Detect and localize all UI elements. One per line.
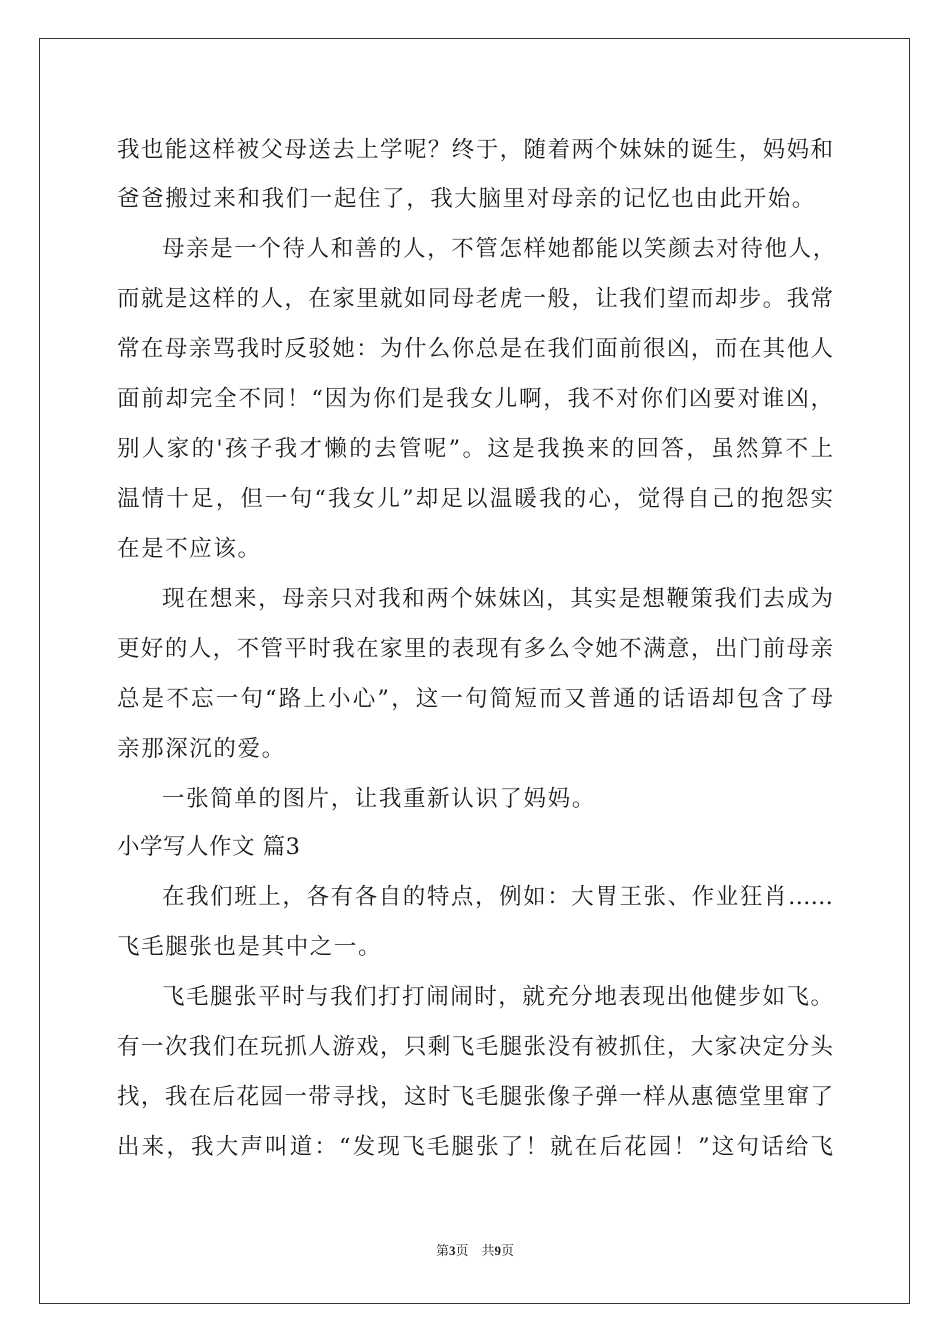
text-line-20: 找，我在后花园一带寻找，这时飞毛腿张像子弹一样从惠德堂里窜了 [117, 1084, 833, 1110]
text-line-14: 一张简单的图片，让我重新认识了妈妈。 [162, 786, 596, 812]
text-line-10: 现在想来，母亲只对我和两个妹妹凶，其实是想鞭策我们去成为 [162, 586, 833, 612]
footer-middle: 页 共 [455, 1244, 495, 1259]
text-line-8: 温情十足，但一句“我女儿”却足以温暖我的心，觉得自己的抱怨实 [117, 486, 833, 512]
text-line-16: 在我们班上，各有各自的特点，例如：大胃王张、作业狂肖…… [162, 884, 833, 910]
text-line-5: 常在母亲骂我时反驳她：为什么你总是在我们面前很凶，而在其他人 [117, 336, 833, 362]
text-line-6: 面前却完全不同！“因为你们是我女儿啊，我不对你们凶要对谁凶， [117, 386, 833, 412]
section-heading: 小学写人作文 篇3 [117, 834, 301, 860]
footer-suffix: 页 [501, 1244, 515, 1259]
text-line-11: 更好的人，不管平时我在家里的表现有多么令她不满意，出门前母亲 [117, 636, 833, 662]
text-line-17: 飞毛腿张也是其中之一。 [117, 934, 383, 960]
page-footer [0, 1242, 950, 1261]
text-line-2: 爸爸搬过来和我们一起住了，我大脑里对母亲的记忆也由此开始。 [117, 186, 816, 212]
text-line-7: 别人家的'孩子我才懒的去管呢”。这是我换来的回答，虽然算不上 [117, 436, 833, 462]
text-line-13: 亲那深沉的爱。 [117, 736, 286, 762]
text-line-19: 有一次我们在玩抓人游戏，只剩飞毛腿张没有被抓住，大家决定分头 [117, 1034, 833, 1060]
total-page-number: 9 [494, 1243, 501, 1258]
current-page-number: 3 [448, 1243, 456, 1258]
text-line-4: 而就是这样的人，在家里就如同母老虎一般，让我们望而却步。我常 [117, 286, 833, 312]
footer-prefix: 第 [435, 1244, 449, 1259]
text-line-18: 飞毛腿张平时与我们打打闹闹时，就充分地表现出他健步如飞。 [162, 984, 833, 1010]
page-border [39, 38, 910, 1304]
text-line-21: 出来，我大声叫道：“发现飞毛腿张了！就在后花园！”这句话给飞 [117, 1134, 833, 1160]
text-line-1: 我也能这样被父母送去上学呢？终于，随着两个妹妹的诞生，妈妈和 [117, 137, 833, 163]
text-line-9: 在是不应该。 [117, 536, 262, 562]
text-line-12: 总是不忘一句“路上小心”，这一句简短而又普通的话语却包含了母 [117, 686, 833, 712]
text-line-3: 母亲是一个待人和善的人，不管怎样她都能以笑颜去对待他人， [162, 236, 837, 262]
